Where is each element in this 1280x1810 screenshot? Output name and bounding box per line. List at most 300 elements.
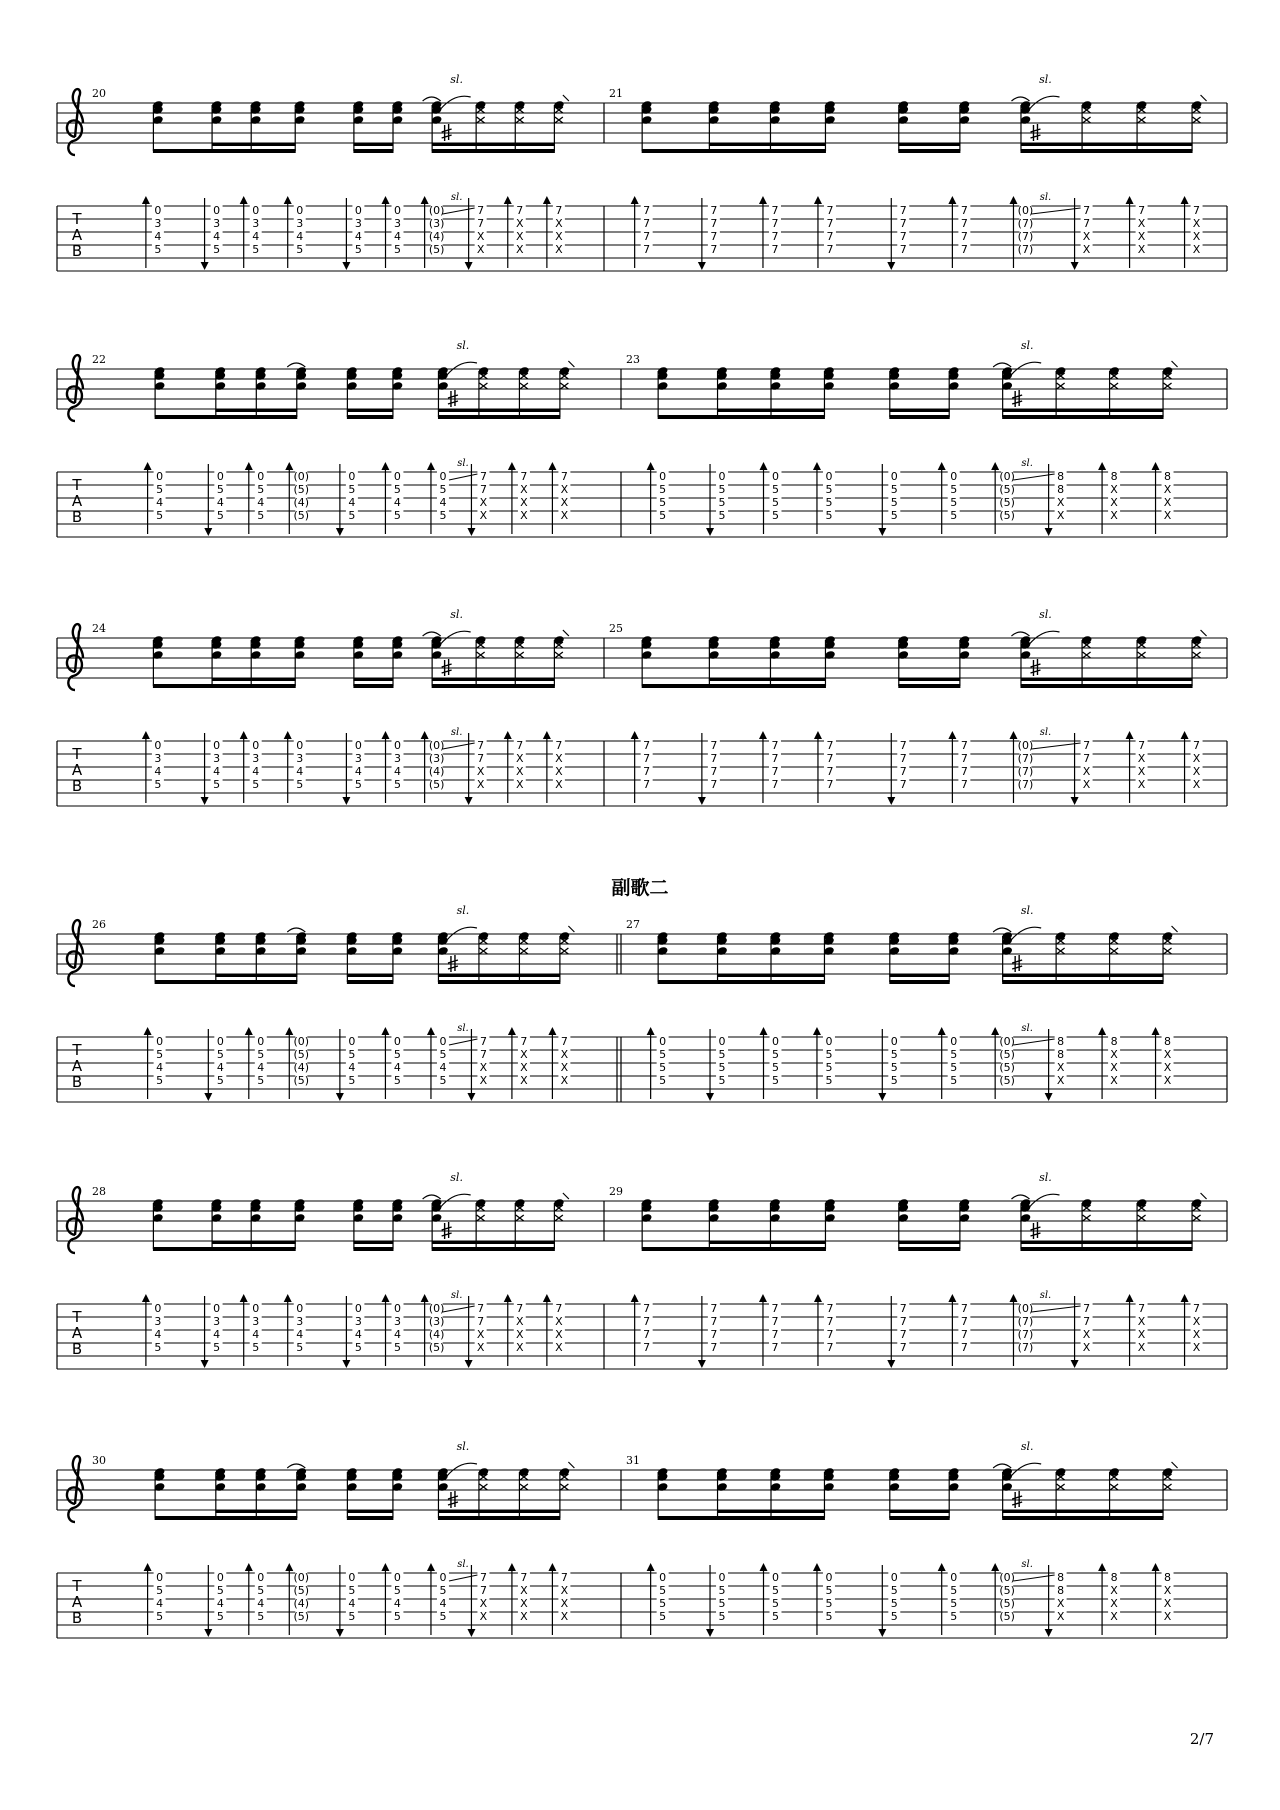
tab-fret: (0) [293, 470, 310, 483]
tab-fret: (3) [428, 1315, 445, 1328]
tab-fret: 0 [257, 1571, 265, 1584]
tab-fret: 7 [771, 204, 779, 217]
strum-arrow-up [1098, 1563, 1106, 1571]
tab-clef-letter: T [72, 745, 82, 763]
tab-fret: X [1192, 243, 1201, 256]
tab-fret: 7 [771, 1315, 779, 1328]
tab-fret: 7 [771, 1302, 779, 1315]
tab-fret: 3 [154, 752, 162, 765]
x-notehead [520, 1484, 528, 1490]
tab-fret: 5 [772, 1584, 779, 1597]
tab-fret: (4) [293, 1597, 310, 1610]
x-notehead [1057, 383, 1065, 389]
strum-arrow-up [1009, 1294, 1017, 1302]
tab-fret: 0 [252, 1302, 260, 1315]
tab-fret: 5 [439, 1074, 447, 1087]
tab-fret: 3 [394, 752, 402, 765]
note-beam [1020, 1241, 1192, 1244]
tab-fret: X [1110, 1597, 1118, 1610]
measure-number: 26 [92, 918, 106, 931]
tab-clef-letter: B [71, 1073, 83, 1091]
strum-arrow-down [336, 528, 344, 536]
strum-arrow-up [504, 1294, 512, 1302]
strum-arrow-up [427, 1563, 435, 1571]
tab-clef-letter: T [72, 210, 82, 228]
tab-fret: X [560, 496, 569, 509]
note-beam [709, 143, 826, 146]
strum-arrow-down [201, 797, 209, 805]
tab-fret: X [479, 496, 488, 509]
tab-fret: 3 [354, 752, 362, 765]
tab-clef-letter: B [71, 1340, 83, 1358]
tab-fret: 4 [156, 1597, 164, 1610]
tab-fret: 5 [257, 1074, 265, 1087]
slide-off [563, 95, 569, 101]
tab-fret: (5) [293, 509, 310, 522]
tab-fret: 5 [890, 1597, 898, 1610]
tab-fret: X [1137, 765, 1146, 778]
tab-fret: 5 [393, 1610, 401, 1623]
tab-slide-line [449, 1039, 477, 1045]
strum-arrow-up [284, 1294, 292, 1302]
tab-fret: X [1082, 243, 1091, 256]
tab-fret: 0 [354, 1302, 362, 1315]
strum-arrow-up [1181, 731, 1189, 739]
tab-fret: 5 [296, 1341, 304, 1354]
tab-fret: 7 [1138, 204, 1146, 217]
tab-fret: X [1137, 243, 1146, 256]
tab-fret: X [1056, 1061, 1065, 1074]
tab-fret: X [515, 1328, 524, 1341]
tab-fret: 5 [393, 509, 401, 522]
tab-fret: 0 [348, 1035, 356, 1048]
tab-fret: 5 [890, 1610, 898, 1623]
note-beam [889, 980, 949, 984]
tab-fret: (0) [1017, 204, 1034, 217]
tab-fret: 5 [772, 1048, 779, 1061]
tab-fret: (4) [428, 230, 445, 243]
tab-fret: 0 [950, 1571, 958, 1584]
tab-fret: X [520, 1048, 528, 1061]
strum-arrow-down [878, 1629, 886, 1637]
tab-fret: X [1137, 230, 1146, 243]
tab-fret: (5) [999, 1610, 1015, 1623]
tab-fret: 5 [890, 1061, 898, 1074]
x-notehead [1083, 117, 1091, 123]
note-beam [215, 409, 297, 412]
tab-fret: 0 [890, 1571, 898, 1584]
tab-fret: 8 [1057, 470, 1065, 483]
tab-fret: 5 [950, 496, 958, 509]
tab-fret: 7 [710, 230, 718, 243]
tab-fret: 7 [899, 765, 907, 778]
tab-fret: 0 [213, 204, 221, 217]
tab-fret: 7 [643, 1328, 651, 1341]
x-notehead [477, 1215, 485, 1221]
strum-arrow-up [760, 1563, 768, 1571]
tab-fret: 7 [1083, 752, 1091, 765]
tab-fret: 7 [771, 752, 779, 765]
measure-number: 28 [92, 1185, 106, 1198]
tab-fret: X [520, 1610, 528, 1623]
note-beam [353, 678, 393, 681]
tab-fret: 0 [825, 1571, 833, 1584]
tab-fret: 7 [479, 1035, 487, 1048]
x-notehead [477, 117, 485, 123]
tab-fret: 7 [960, 1302, 968, 1315]
note-beam [212, 684, 296, 688]
note-beam [438, 415, 560, 419]
tab-clef-letter: T [72, 1308, 82, 1326]
tab-fret: 5 [216, 1048, 224, 1061]
tab-fret: 7 [826, 752, 834, 765]
tab-fret: 8 [1057, 1048, 1065, 1061]
strum-arrow-up [421, 731, 429, 739]
tab-fret: 7 [1083, 204, 1091, 217]
tab-fret: 5 [216, 1610, 224, 1623]
tab-fret: 7 [899, 243, 907, 256]
strum-arrow-up [245, 1027, 253, 1035]
strum-arrow-down [887, 1360, 895, 1368]
tab-fret: 5 [772, 509, 779, 522]
strum-arrow-up [647, 462, 655, 470]
tab-fret: 7 [1083, 1315, 1091, 1328]
tab-fret: (5) [293, 1584, 310, 1597]
note-beam [1020, 1247, 1192, 1251]
strum-arrow-up [508, 1563, 516, 1571]
tab-fret: 5 [348, 483, 356, 496]
note-beam [438, 1510, 560, 1513]
tab-fret: 0 [156, 470, 164, 483]
measure-number: 27 [626, 918, 640, 931]
tab-fret: X [1056, 1074, 1065, 1087]
tab-fret: 5 [156, 1584, 164, 1597]
slide-off [1201, 1193, 1207, 1199]
tab-fret: X [1110, 1061, 1118, 1074]
tab-fret: 7 [479, 470, 487, 483]
tab-fret: 7 [477, 1315, 485, 1328]
x-notehead [1193, 652, 1201, 658]
tab-fret: 7 [710, 217, 718, 230]
tab-fret: 5 [718, 1584, 726, 1597]
tab-fret: (4) [293, 1061, 310, 1074]
strum-arrow-up [1126, 1294, 1134, 1302]
tab-fret: (5) [999, 1597, 1015, 1610]
strum-arrow-down [204, 528, 212, 536]
system-1 [57, 73, 1227, 271]
measure-number: 31 [626, 1454, 640, 1467]
note-beam [347, 980, 394, 984]
note-beam [353, 143, 393, 146]
strum-arrow-up [543, 1294, 551, 1302]
tab-fret: 5 [718, 509, 726, 522]
tab-fret: 0 [216, 1571, 224, 1584]
tab-fret: 7 [477, 739, 485, 752]
tab-fret: 7 [520, 470, 528, 483]
tab-fret: (0) [999, 1035, 1015, 1048]
tab-fret: 5 [950, 1584, 958, 1597]
tab-fret: X [1192, 1341, 1201, 1354]
tab-fret: (5) [999, 1584, 1015, 1597]
strum-arrow-down [887, 797, 895, 805]
tab-fret: 5 [439, 509, 447, 522]
tab-fret: 5 [348, 1048, 356, 1061]
tab-fret: 5 [890, 1048, 898, 1061]
note-beam [215, 1516, 297, 1520]
tab-fret: 4 [296, 1328, 304, 1341]
tab-fret: X [560, 509, 569, 522]
strum-arrow-up [421, 196, 429, 204]
tab-fret: 7 [477, 752, 485, 765]
strum-arrow-up [814, 1294, 822, 1302]
tab-fret: X [560, 1061, 569, 1074]
tab-fret: 0 [348, 1571, 356, 1584]
tab-fret: (0) [293, 1035, 310, 1048]
tab-fret: (0) [293, 1571, 310, 1584]
tab-fret: 0 [718, 1571, 726, 1584]
strum-arrow-down [465, 262, 473, 270]
tab-fret: X [555, 778, 563, 791]
strum-arrow-up [382, 1294, 390, 1302]
strum-arrow-up [647, 1027, 655, 1035]
note-beam [438, 1516, 560, 1520]
strum-arrow-up [548, 1027, 556, 1035]
measure-number: 30 [92, 1454, 106, 1467]
page-number: 2/7 [1189, 1730, 1214, 1748]
tab-clef-letter: T [72, 1577, 82, 1595]
tab-fret: 7 [710, 752, 718, 765]
tab-fret: 7 [643, 230, 651, 243]
strum-arrow-up [144, 1027, 152, 1035]
note-beam [898, 143, 960, 146]
tab-fret: 7 [960, 739, 968, 752]
tab-fret: (5) [999, 1048, 1015, 1061]
strum-arrow-down [698, 262, 706, 270]
note-beam [212, 149, 296, 153]
tab-fret: 7 [516, 204, 524, 217]
slide-label: sl. [1039, 73, 1052, 86]
tab-fret: 7 [479, 483, 487, 496]
tab-fret: 4 [213, 1328, 221, 1341]
tab-fret: X [520, 1597, 528, 1610]
tab-fret: 7 [1193, 204, 1201, 217]
strum-arrow-up [948, 196, 956, 204]
tab-fret: 7 [643, 217, 651, 230]
measure-number: 20 [92, 87, 106, 100]
tab-fret: 5 [772, 1061, 779, 1074]
tab-fret: X [515, 230, 524, 243]
tab-fret: 7 [826, 739, 834, 752]
tab-fret: 0 [439, 470, 447, 483]
strum-arrow-down [1045, 1093, 1053, 1101]
tab-fret: 7 [771, 217, 779, 230]
tab-fret: 7 [960, 1328, 968, 1341]
strum-arrow-up [245, 462, 253, 470]
strum-arrow-down [698, 797, 706, 805]
strum-arrow-up [631, 196, 639, 204]
tab-fret: 7 [771, 1328, 779, 1341]
tab-fret: X [1163, 1048, 1172, 1061]
tab-fret: (5) [293, 483, 310, 496]
note-beam [898, 678, 960, 681]
tab-fret: 3 [252, 217, 260, 230]
tab-fret: 5 [216, 1074, 224, 1087]
tab-fret: 5 [257, 1610, 265, 1623]
note-beam [153, 1247, 213, 1251]
tab-fret: 0 [659, 1035, 667, 1048]
tab-fret: 5 [718, 483, 726, 496]
strum-arrow-up [285, 462, 293, 470]
note-beam [717, 974, 825, 977]
strum-arrow-up [142, 1294, 150, 1302]
strum-arrow-up [647, 1563, 655, 1571]
tab-fret: X [1192, 1315, 1201, 1328]
tab-fret: X [1163, 509, 1172, 522]
tab-fret: X [1163, 1061, 1172, 1074]
tab-fret: 3 [394, 217, 402, 230]
tab-fret: 0 [718, 1035, 726, 1048]
strum-arrow-up [759, 731, 767, 739]
tab-fret: 7 [516, 1302, 524, 1315]
note-beam [353, 1241, 393, 1244]
x-notehead [479, 1484, 487, 1490]
tab-fret: 4 [348, 496, 356, 509]
tab-slide-label: sl. [1021, 458, 1033, 469]
tab-clef-letter: B [71, 508, 83, 526]
treble-clef [67, 355, 83, 421]
note-beam [889, 409, 949, 412]
tab-clef-letter: B [71, 1609, 83, 1627]
tab-fret: 5 [439, 1584, 447, 1597]
strum-arrow-down [467, 1093, 475, 1101]
tab-fret: X [1110, 509, 1118, 522]
tab-fret: 7 [771, 1341, 779, 1354]
tab-fret: X [1137, 1328, 1146, 1341]
tab-fret: 3 [154, 217, 162, 230]
strum-arrow-up [1009, 196, 1017, 204]
tab-fret: 3 [213, 752, 221, 765]
tab-fret: 7 [555, 739, 563, 752]
strum-arrow-up [381, 1027, 389, 1035]
tab-fret: X [1110, 1610, 1118, 1623]
tab-fret: X [515, 765, 524, 778]
tab-fret: 7 [560, 1571, 568, 1584]
tab-fret: 7 [960, 1315, 968, 1328]
tab-fret: 5 [296, 243, 304, 256]
tab-fret: 4 [394, 1328, 402, 1341]
tab-fret: (3) [428, 217, 445, 230]
system-3 [57, 608, 1227, 806]
tab-fret: 5 [890, 483, 898, 496]
tab-fret: X [555, 765, 563, 778]
tab-fret: 5 [659, 1074, 667, 1087]
note-beam [889, 1516, 949, 1520]
tab-fret: 4 [257, 1061, 265, 1074]
tab-fret: 0 [354, 204, 362, 217]
tab-fret: 7 [1193, 739, 1201, 752]
tab-fret: X [1056, 1597, 1065, 1610]
strum-arrow-up [285, 1027, 293, 1035]
tab-fret: X [1163, 1074, 1172, 1087]
tab-fret: 7 [826, 230, 834, 243]
note-beam [347, 415, 394, 419]
tab-fret: X [1082, 778, 1091, 791]
tab-fret: 7 [516, 739, 524, 752]
tab-fret: 5 [950, 1074, 958, 1087]
tab-fret: X [515, 752, 524, 765]
tab-fret: 4 [257, 496, 265, 509]
tab-fret: 5 [772, 1610, 779, 1623]
strum-arrow-down [336, 1093, 344, 1101]
x-notehead [1164, 383, 1172, 389]
note-beam [889, 974, 949, 977]
slide-off [1172, 361, 1178, 367]
tab-fret: 0 [394, 1302, 402, 1315]
tab-fret: 3 [354, 1315, 362, 1328]
tab-fret: 7 [710, 204, 718, 217]
system-6 [57, 1440, 1227, 1638]
x-notehead [555, 117, 563, 123]
tab-fret: 5 [659, 1610, 667, 1623]
strum-arrow-up [548, 462, 556, 470]
tab-fret: 5 [659, 509, 667, 522]
tab-fret: 5 [718, 1048, 726, 1061]
tab-fret: 5 [252, 778, 260, 791]
tab-fret: 5 [659, 1597, 667, 1610]
strum-arrow-up [381, 1563, 389, 1571]
system-4 [57, 904, 1227, 1102]
note-beam [709, 678, 826, 681]
tab-fret: (0) [1017, 1302, 1034, 1315]
tab-fret: 7 [643, 204, 651, 217]
tab-fret: X [1082, 765, 1091, 778]
tab-fret: 5 [659, 1584, 667, 1597]
treble-clef [67, 920, 83, 986]
slide-label: sl. [1039, 1171, 1052, 1184]
tab-fret: 7 [899, 1328, 907, 1341]
note-beam [1002, 409, 1163, 412]
tab-fret: 7 [826, 243, 834, 256]
note-beam [212, 143, 296, 146]
x-notehead [477, 652, 485, 658]
tab-fret: X [1192, 752, 1201, 765]
tab-fret: X [1110, 1074, 1118, 1087]
tab-fret: X [555, 230, 563, 243]
section-label: 副歌二 [611, 877, 669, 899]
tab-fret: 5 [257, 1584, 265, 1597]
x-notehead [1193, 1215, 1201, 1221]
strum-arrow-up [814, 196, 822, 204]
tab-fret: 7 [960, 243, 968, 256]
tab-fret: 7 [710, 778, 718, 791]
tab-fret: X [476, 1341, 485, 1354]
tab-fret: 5 [718, 1074, 726, 1087]
tab-fret: 0 [393, 1035, 401, 1048]
tab-fret: 4 [393, 496, 401, 509]
tab-fret: 4 [296, 765, 304, 778]
tab-fret: 7 [826, 217, 834, 230]
slide-label: sl. [450, 73, 463, 86]
tab-fret: 0 [296, 739, 304, 752]
strum-arrow-up [508, 1027, 516, 1035]
tab-fret: 4 [156, 1061, 164, 1074]
tie-arc [1011, 97, 1029, 101]
strum-arrow-up [1126, 731, 1134, 739]
tab-fret: (7) [1017, 778, 1034, 791]
tab-fret: 7 [826, 204, 834, 217]
system-2 [57, 339, 1227, 537]
tab-fret: X [555, 1315, 563, 1328]
